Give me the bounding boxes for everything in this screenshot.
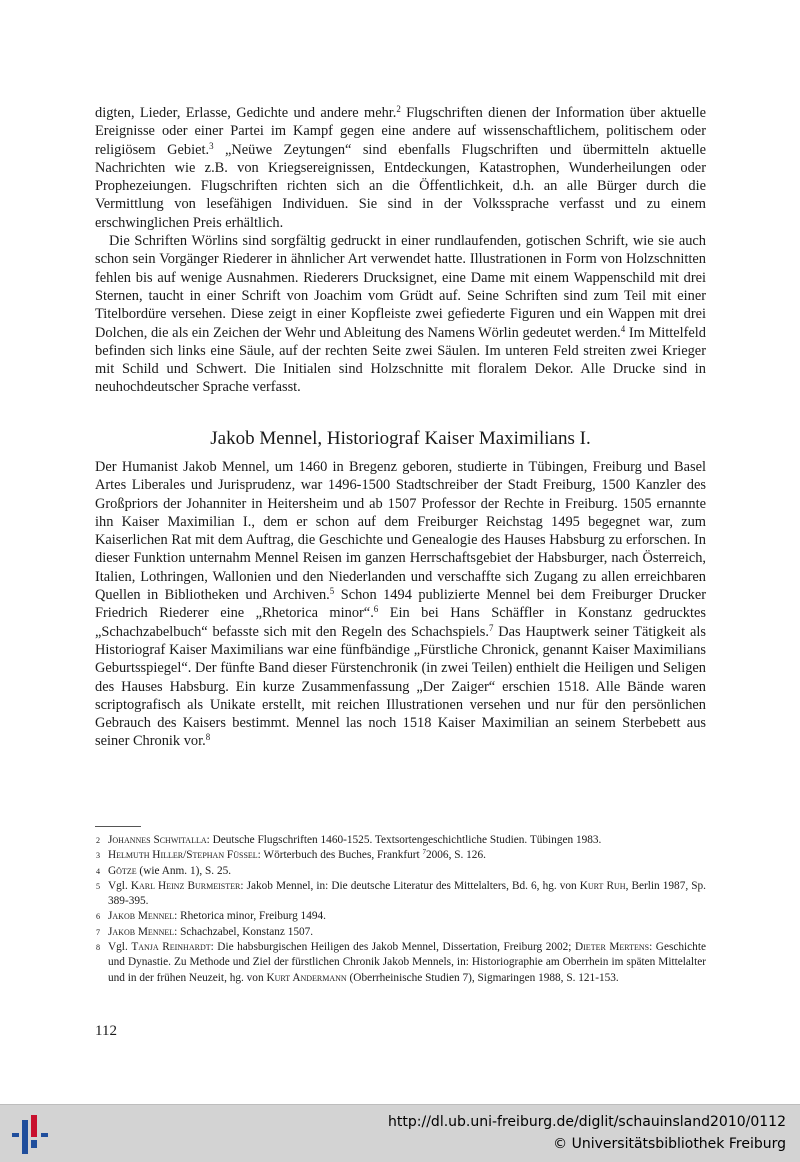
footnote-7: 7 Jakob Mennel: Schachzabel, Konstanz 1507. <box>96 925 314 938</box>
logo-right-bar <box>41 1133 48 1137</box>
footnote-5: 5 Vgl. Karl Heinz Burmeister: Jakob Mennel, in: Die deutsche Literatur des Mittelalters, Bd. 6, hg. von Kurt Ruh, Berlin 1987, Sp. 389-395. <box>96 879 706 908</box>
viewer-footer <box>0 1104 800 1162</box>
logo-left-bar <box>12 1133 19 1137</box>
footnote-ref-5[interactable]: 5 <box>329 586 335 597</box>
logo-mid-bar <box>31 1140 37 1148</box>
permalink-url[interactable]: http://dl.ub.uni-freiburg.de/diglit/schauinsland2010/0112 <box>388 1114 786 1130</box>
body-text-block-2 <box>95 458 706 751</box>
footnote-divider <box>95 826 141 827</box>
footnote-3: 3 Helmuth Hiller/Stephan Füssel: Wörterbuch des Buches, Frankfurt $^7$2006, S. 126. <box>96 848 486 862</box>
footnote-ref-4[interactable]: 4 <box>620 323 626 334</box>
footnote-ref-7[interactable]: 7 <box>488 622 494 633</box>
footnote-ref-3[interactable]: 3 <box>209 140 214 151</box>
footnote-ref-2[interactable]: 2 <box>396 104 401 115</box>
logo-tall-bar <box>22 1120 28 1154</box>
footnote-6: 6 Jakob Mennel: Rhetorica minor, Freiburg 1494. <box>96 910 326 923</box>
ub-freiburg-logo-icon <box>10 1112 54 1156</box>
page-number: 112 <box>95 1023 117 1039</box>
section-heading: Jakob Mennel, Historiograf Kaiser Maximilians I. <box>210 428 591 449</box>
copyright-notice: © Universitätsbibliothek Freiburg <box>553 1136 786 1152</box>
footnotes <box>95 833 706 986</box>
paragraph-3: Der Humanist Jakob Mennel, um 1460 in Bregenz geboren, studierte in Tübingen, Freiburg und Basel Artes Liberales und Jurisprudenz, war 1496-1500 Stadtschreiber der Stadt Freiburg, 1500 Kanzler des Großpriors der Johanniter in Heitersheim und ab 1507 Professor der Rechte in Freiburg. 1505 ernannte ihn Kaiser Maximilian I., dem er schon auf dem Freiburger Reichstag 1495 begegnet war, zum Kaiserlichen Rat mit dem Auftrag, die Geschichte und Genealogie des Hauses Habsburg zu erforschen. In dieser Funktion unternahm Mennel Reisen im ganzen Herrschaftsgebiet der Habsburger, nach Österreich, Italien, Lothringen, Wallonien und den Niederlanden und verschaffte sich Zugang zu allen erreichbaren Quellen in Bibliotheken und Archiven.$^5$ Schon 1494 publizierte Mennel bei dem Freiburger Drucker Friedrich Riederer eine „Rhetorica minor“.$^6$ Ein bei Hans Schäffler in Konstanz gedrucktes „Schachzabelbuch“ befasste sich mit den Regeln des Schachspiels.$^7$ Das Hauptwerk seiner Tätigkeit als Historiograf Kaiser Maximilians war eine fünfbändige „Fürstliche Chronick, genannt Kaiser Maximilians Geburtsspiegel“. Der fünfte Band dieser Fürstenchronik (in zwei Teilen) enthielt die Heiligen und Seligen des Hauses Habsburg. Ein kurze Zusammenfassung „Der Zaiger“ erschien 1518. Alle Bände waren scriptografisch als Unikate erstellt, mit reichen Illustrationen versehen und nur für den persönlichen Gebrauch des Kaisers bestimmt. Mennel las noch 1518 Kaiser Maximilian an seinem Sterbebett aus seiner Chronik vor.$^8$ <box>95 459 707 750</box>
footnote-8: 8 Vgl. Tanja Reinhardt: Die habsburgischen Heiligen des Jakob Mennel, Dissertation, Freiburg 2002; Dieter Mertens: Geschichte und Dynastie. Zu Methode und Ziel der fürstlichen Chronik Jakob Mennels, in: Historiographie am Oberrhein im späten Mittelalter und in der frühen Neuzeit, hg. von Kurt Andermann (Oberrheinische Studien 7), Sigmaringen 1988, S. 121-153. <box>96 941 706 984</box>
footnote-ref-8[interactable]: 8 <box>205 732 211 743</box>
footnote-2: 2 Johannes Schwitalla: Deutsche Flugschriften 1460-1525. Textsortengeschichtliche Studien. Tübingen 1983. <box>96 834 602 846</box>
footnote-ref-6[interactable]: 6 <box>373 604 379 615</box>
body-text-block-1 <box>95 104 706 397</box>
paragraph-1: digten, Lieder, Erlasse, Gedichte und andere mehr.$^2$ Flugschriften dienen der Information über aktuelle Ereignisse oder einer Partei im Kampf gegen eine andere auf wissenschaftlichem, politischem oder religiösem Gebiet.$^3$ „Neüwe Zeytungen“ sind ebenfalls Flugschriften und übermitteln aktuelle Nachrichten wie z.B. von Kriegsereignissen, Entdeckungen, Katastrophen, Wunderheilungen oder Prophezeiungen. Flugschriften richten sich an die Öffentlichkeit, d.h. an alle Bürger durch die Vermittlung von lesefähigen Individuen. Sie sind in der Volkssprache verfasst und zu einem erschwinglichen Preis erhältlich. <box>95 104 706 231</box>
logo-red-bar <box>31 1115 37 1137</box>
paragraph-2: Die Schriften Wörlins sind sorgfältig gedruckt in einer rundlaufenden, gotischen Schrift, wie sie auch schon sein Vorgänger Riederer in ähnlicher Art verwendet hatte. Illustrationen in Form von Holzschnitten fehlen bis auf wenige Ausnahmen. Riederers Drucksignet, eine Dame mit einem Wappenschild mit drei Sternen, taucht in einer Schrift von Joachim vom Grüdt auf. Seine Schriften sind zum Teil mit einer Titelbordüre versehen. Diese zeigt in einer Kopfleiste zwei gefiederte Figuren und ein Wappen mit drei Dolchen, die als ein Zeichen der Wehr und Ableitung des Namens Wörlin gedeutet werden.$^4$ Im Mittelfeld befinden sich links eine Säule, auf der rechten Seite zwei Säulen. Im unteren Feld streiten zwei Krieger mit Schild und Schwert. Die Initialen sind Holzschnitte mit floralem Dekor. Alle Drucke sind in neuhochdeutscher Sprache verfasst. <box>95 233 707 396</box>
footnote-4: 4 Götze (wie Anm. 1), S. 25. <box>96 864 232 877</box>
